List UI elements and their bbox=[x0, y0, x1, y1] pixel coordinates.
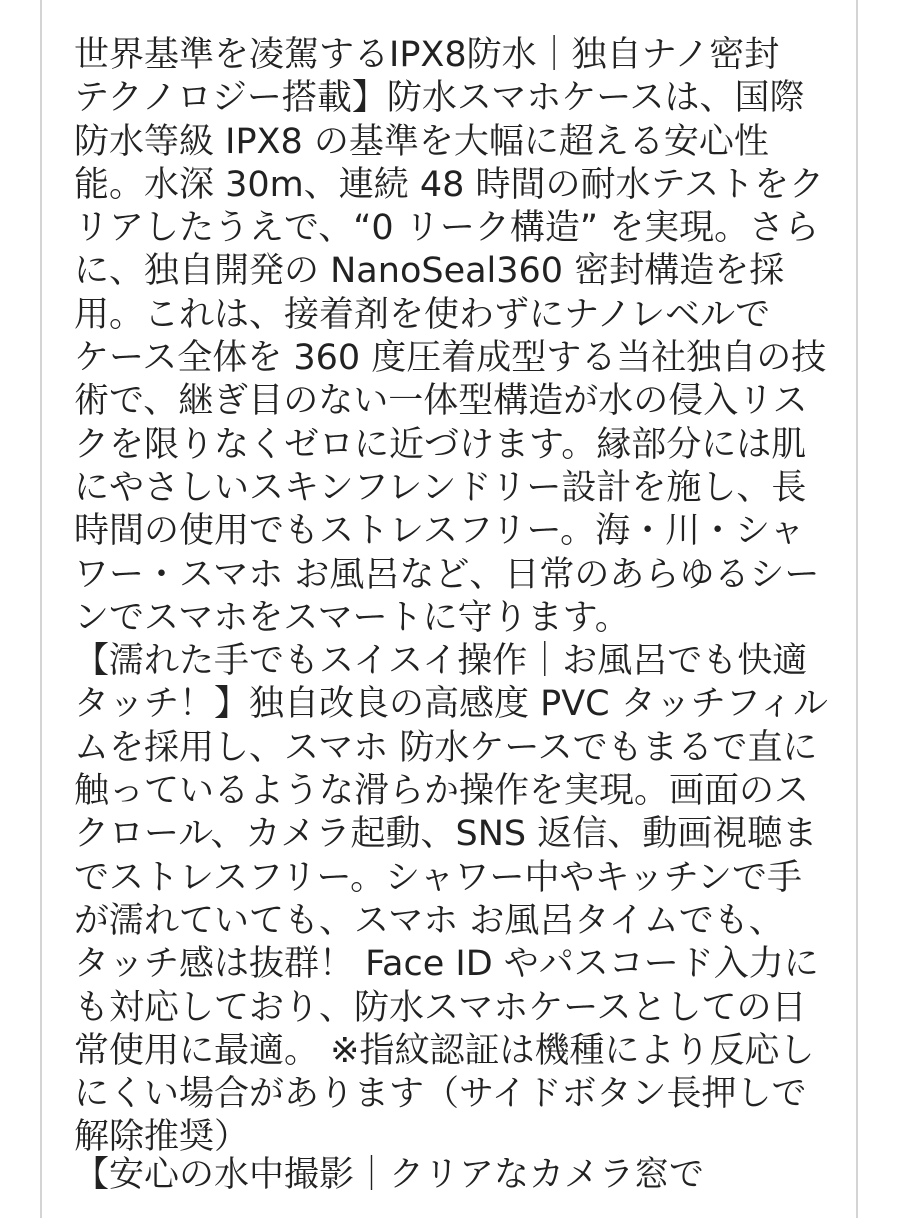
description-line: リアしたうえで、“0 リーク構造” を実現。さら bbox=[74, 208, 820, 249]
description-line: クロール、カメラ起動、SNS 返信、動画視聴ま bbox=[74, 814, 818, 855]
description-line: ケース全体を 360 度圧着成型する当社独自の技 bbox=[74, 338, 827, 379]
description-line: 防水等級 IPX8 の基準を大幅に超える安心性 bbox=[74, 121, 769, 162]
description-line: 用。これは、接着剤を使わずにナノレベルで bbox=[74, 294, 771, 335]
description-line: 能。水深 30m、連続 48 時間の耐水テストをク bbox=[74, 164, 825, 205]
description-line: 術で、継ぎ目のない一体型構造が水の侵入リス bbox=[74, 381, 808, 422]
description-line: ンでスマホをスマートに守ります。 bbox=[74, 597, 630, 638]
description-line: ムを採用し、スマホ 防水ケースでもまるで直に bbox=[74, 727, 818, 768]
description-line: テクノロジー搭載】防水スマホケースは、国際 bbox=[74, 78, 805, 119]
description-line: 常使用に最適。 ※指紋認証は機種により反応し bbox=[74, 1030, 815, 1071]
description-line: にやさしいスキンフレンドリー設計を施し、長 bbox=[74, 467, 807, 508]
description-line: クを限りなくゼロに近づけます。縁部分には肌 bbox=[74, 424, 807, 465]
description-line: が濡れていても、スマホ お風呂タイムでも、 bbox=[74, 900, 784, 941]
description-line: タッチ！】独自改良の高感度 PVC タッチフィル bbox=[74, 684, 828, 725]
product-description bbox=[74, 34, 834, 1160]
description-line: にくい場合があります（サイドボタン長押しで bbox=[74, 1074, 807, 1115]
description-line: 世界基準を凌駕するIPX8防水｜独自ナノ密封 bbox=[74, 35, 780, 75]
description-line: 時間の使用でもストレスフリー。海・川・シャ bbox=[74, 511, 805, 552]
description-line: 【濡れた手でもスイスイ操作｜お風呂でも快適 bbox=[74, 641, 808, 682]
description-line: も対応しており、防水スマホケースとしての日 bbox=[74, 987, 807, 1028]
cut-off-next-paragraph bbox=[74, 1155, 834, 1200]
description-line: 触っているような滑らか操作を実現。画面のス bbox=[74, 771, 810, 812]
description-line: ワー・スマホ お風呂など、日常のあらゆるシー bbox=[74, 554, 820, 595]
description-line: でストレスフリー。シャワー中やキッチンで手 bbox=[74, 857, 803, 898]
description-line: 解除推奨） bbox=[74, 1117, 250, 1158]
description-line: タッチ感は抜群！ Face ID やパスコード入力に bbox=[74, 944, 819, 985]
description-line: に、独自開発の NanoSeal360 密封構造を採 bbox=[74, 251, 785, 292]
cut-off-line: 【安心の水中撮影｜クリアなカメラ窓で bbox=[74, 1155, 705, 1195]
